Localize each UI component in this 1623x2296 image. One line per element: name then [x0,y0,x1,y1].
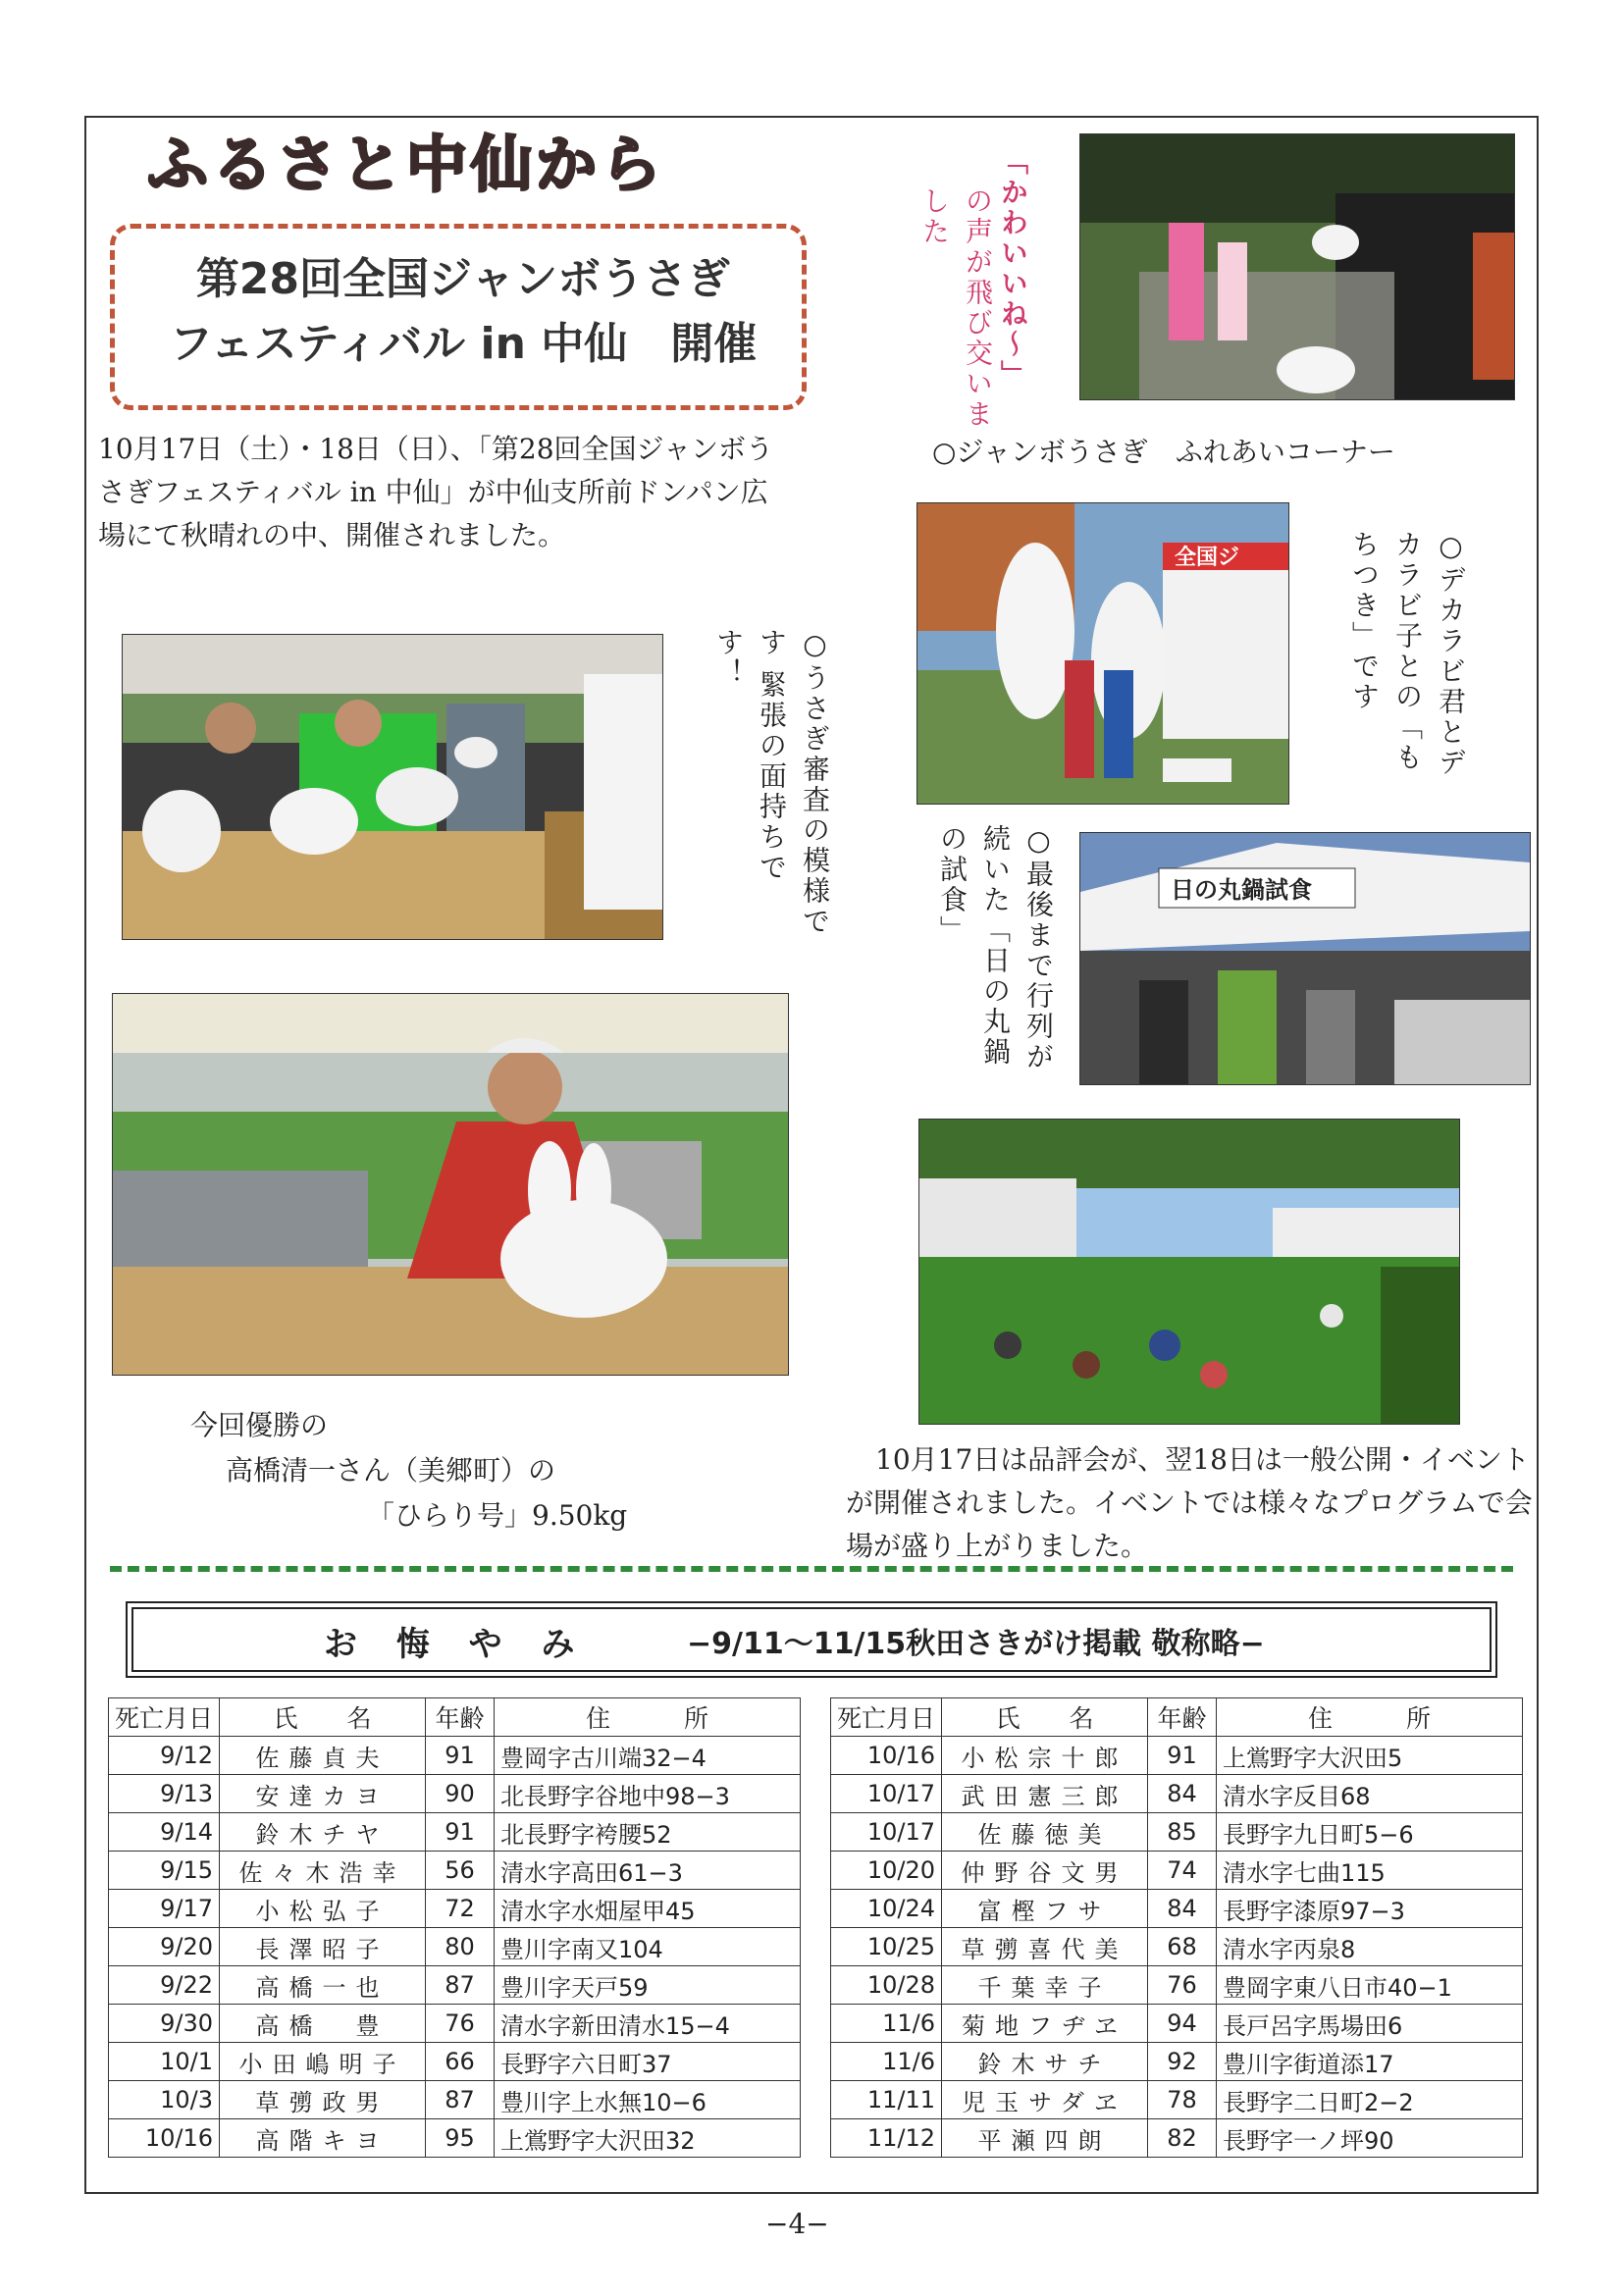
cell-date: 10/25 [831,1928,942,1966]
cell-date: 10/3 [109,2081,220,2119]
caption-winner-line1: 今回優勝の [190,1409,329,1441]
page-number: −4− [765,2208,829,2240]
cell-address: 豊岡字東八日市40−1 [1217,1966,1523,2005]
cell-age: 72 [426,1890,495,1928]
cell-address: 長野字二日町2−2 [1217,2081,1523,2119]
intro-paragraph: 10月17日（土）・18日（日）、「第28回全国ジャンボうさぎフェスティバル in 中仙」が中仙支所前ドンパン広場にて秋晴れの中、開催されました。 [98,433,773,551]
cell-date: 10/20 [831,1852,942,1890]
table-row [831,1737,1523,1775]
cell-age: 84 [1148,1775,1217,1813]
cell-age: 68 [1148,1928,1217,1966]
cell-name: 草彅政男 [220,2081,426,2119]
table-row [109,1775,801,1813]
cell-age: 92 [1148,2043,1217,2081]
column-header-date: 死亡月日 [109,1698,220,1737]
photo-petting-corner [1079,133,1515,400]
cell-address: 清水字反目68 [1217,1775,1523,1813]
table-row [109,2043,801,2081]
column-header-name: 氏 名 [942,1698,1148,1737]
cell-address: 長野字漆原97−3 [1217,1890,1523,1928]
summary-paragraph: 10月17日は品評会が、翌18日は一般公開・イベントが開催されました。イベントでは様々なプログラムで会場が盛り上がりました。 [846,1443,1533,1562]
photo-park-event [918,1119,1460,1425]
cell-age: 84 [1148,1890,1217,1928]
article-title-line1: 第28回全国ジャンボうさぎ [195,254,731,304]
cell-age: 91 [426,1737,495,1775]
cell-name: 小田嶋明子 [220,2043,426,2081]
cell-date: 9/12 [109,1737,220,1775]
cell-age: 66 [426,2043,495,2081]
cell-date: 9/13 [109,1775,220,1813]
cell-address: 長野字一ノ坪90 [1217,2119,1523,2158]
table-row [109,1928,801,1966]
cell-date: 11/11 [831,2081,942,2119]
cell-name: 高橋一也 [220,1966,426,2005]
cell-age: 95 [426,2119,495,2158]
cell-age: 91 [1148,1737,1217,1775]
cell-address: 北長野字谷地中98−3 [495,1775,801,1813]
cell-age: 85 [1148,1813,1217,1852]
caption-winner [190,1403,701,1539]
cell-name: 富樫フサ [942,1890,1148,1928]
table-row [831,1775,1523,1813]
cell-date: 10/17 [831,1775,942,1813]
table-row [831,1966,1523,2005]
cell-address: 上鴬野字大沢田5 [1217,1737,1523,1775]
cell-name: 鈴木サチ [942,2043,1148,2081]
cell-address: 清水字高田61−3 [495,1852,801,1890]
cell-date: 10/16 [109,2119,220,2158]
tent-sign: 日の丸鍋試食 [1171,876,1312,904]
cell-date: 10/17 [831,1813,942,1852]
section-divider [110,1566,1513,1572]
table-row [831,2043,1523,2081]
callout-quote-text: 「かわいいね〜」 [997,147,1029,391]
cell-date: 9/14 [109,1813,220,1852]
caption-petting: ○ジャンボうさぎ ふれあいコーナー [932,436,1395,468]
cell-address: 豊川字南又104 [495,1928,801,1966]
cell-address: 北長野字袴腰52 [495,1813,801,1852]
cell-name: 平瀬四朗 [942,2119,1148,2158]
page-title: ふるさと中仙から [147,129,666,200]
cell-name: 草彅喜代美 [942,1928,1148,1966]
cell-name: 鈴木チヤ [220,1813,426,1852]
cell-date: 9/15 [109,1852,220,1890]
cell-address: 長野字六日町37 [495,2043,801,2081]
table-row [831,1890,1523,1928]
cell-age: 74 [1148,1852,1217,1890]
table-row [109,2119,801,2158]
cell-name: 児玉サダヱ [942,2081,1148,2119]
cell-date: 11/12 [831,2119,942,2158]
cell-age: 82 [1148,2119,1217,2158]
photo-mascot [916,502,1289,805]
caption-winner-line3: 「ひらり号」9.50kg [367,1499,628,1532]
table-row [109,2081,801,2119]
cell-address: 清水字丙泉8 [1217,1928,1523,1966]
obituary-subtitle: −9/11〜11/15秋田さきがけ掲載 敬称略− [687,1627,1265,1661]
column-header-date: 死亡月日 [831,1698,942,1737]
cell-date: 10/1 [109,2043,220,2081]
photo-winner [112,993,789,1376]
cell-address: 豊川字街道添17 [1217,2043,1523,2081]
cell-date: 9/17 [109,1890,220,1928]
cell-age: 80 [426,1928,495,1966]
cell-age: 91 [426,1813,495,1852]
table-row [109,1813,801,1852]
cell-date: 9/20 [109,1928,220,1966]
cell-name: 菊地フヂヱ [942,2005,1148,2043]
table-row [109,1852,801,1890]
cell-age: 78 [1148,2081,1217,2119]
cell-address: 豊岡字古川端32−4 [495,1737,801,1775]
cell-name: 佐藤徳美 [942,1813,1148,1852]
cell-address: 豊川字上水無10−6 [495,2081,801,2119]
table-row [109,1890,801,1928]
cell-address: 清水字七曲115 [1217,1852,1523,1890]
table-row [109,2005,801,2043]
cell-name: 佐藤貞夫 [220,1737,426,1775]
cell-name: 高階キヨ [220,2119,426,2158]
cell-age: 87 [426,2081,495,2119]
cell-date: 10/16 [831,1737,942,1775]
caption-hinomaru: ○最後まで行列が続いた「日の丸鍋の試食」 [936,824,1055,1072]
table-header-row [109,1698,801,1737]
cell-name: 小松宗十郎 [942,1737,1148,1775]
cell-name: 仲野谷文男 [942,1852,1148,1890]
cell-age: 87 [426,1966,495,2005]
cell-age: 56 [426,1852,495,1890]
table-row [831,2005,1523,2043]
cell-address: 長戸呂字馬場田6 [1217,2005,1523,2043]
cell-name: 佐々木浩幸 [220,1852,426,1890]
cell-address: 長野字九日町5−6 [1217,1813,1523,1852]
column-header-name: 氏 名 [220,1698,426,1737]
cell-age: 90 [426,1775,495,1813]
column-header-address: 住 所 [495,1698,801,1737]
cell-address: 豊川字天戸59 [495,1966,801,2005]
table-row [831,2081,1523,2119]
cell-name: 千葉幸子 [942,1966,1148,2005]
obituary-table-right [830,1697,1523,2158]
cell-address: 上鴬野字大沢田32 [495,2119,801,2158]
photo-rabbit-judging [122,634,663,940]
column-header-address: 住 所 [1217,1698,1523,1737]
photo-hinomaru-tent [1079,832,1531,1085]
cell-date: 9/30 [109,2005,220,2043]
banner-text: 全国ジ [1175,546,1240,570]
cell-name: 安達カヨ [220,1775,426,1813]
cell-date: 11/6 [831,2005,942,2043]
cell-address: 清水字水畑屋甲45 [495,1890,801,1928]
cell-name: 小松弘子 [220,1890,426,1928]
column-header-age: 年齢 [426,1698,495,1737]
table-row [831,1852,1523,1890]
cell-address: 清水字新田清水15−4 [495,2005,801,2043]
article-title [139,247,787,377]
obituary-title: お 悔 や み [324,1625,589,1664]
obituary-table-left [108,1697,801,2158]
cell-name: 長澤昭子 [220,1928,426,1966]
table-row [109,1737,801,1775]
cell-date: 10/28 [831,1966,942,2005]
cell-age: 76 [426,2005,495,2043]
table-row [831,2119,1523,2158]
cell-name: 高橋 豊 [220,2005,426,2043]
callout-rest: の声が飛び交いました [918,186,994,430]
cell-age: 94 [1148,2005,1217,2043]
table-row [109,1966,801,2005]
table-row [831,1928,1523,1966]
caption-winner-line2: 高橋清一さん（美郷町）の [226,1454,556,1487]
table-row [831,1813,1523,1852]
cell-name: 武田憲三郎 [942,1775,1148,1813]
cell-date: 9/22 [109,1966,220,2005]
obituary-header [126,1601,1497,1678]
article-title-line2: フェスティバル in 中仙 開催 [169,319,758,369]
caption-mascot: ○デカラビ君とデカラビ子との「もちつき」です [1348,530,1467,778]
column-header-age: 年齢 [1148,1698,1217,1737]
cell-age: 76 [1148,1966,1217,2005]
cell-date: 10/24 [831,1890,942,1928]
table-header-row [831,1698,1523,1737]
caption-judging: ○うさぎ審査の模様です 緊張の面持ちです！ [712,628,831,937]
cell-date: 11/6 [831,2043,942,2081]
